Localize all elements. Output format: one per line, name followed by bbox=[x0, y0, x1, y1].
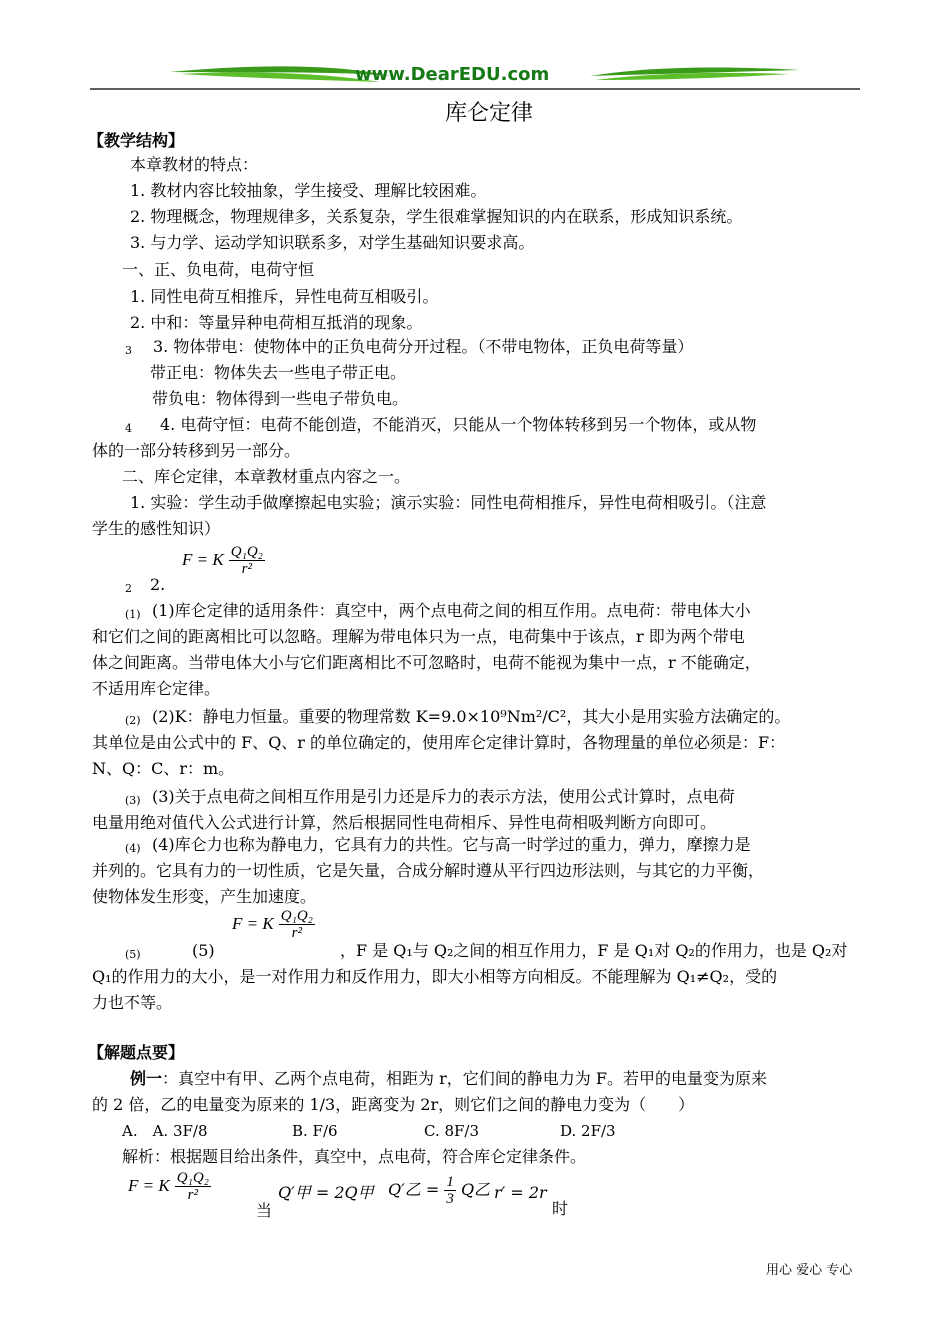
formula-lhs: F = K bbox=[182, 550, 224, 569]
section-heading: 【解题点要】 bbox=[88, 1043, 185, 1062]
formula-lhs: F = K bbox=[128, 1176, 170, 1195]
text-line: 1. 同性电荷互相推斥，异性电荷互相吸引。 bbox=[130, 287, 439, 306]
text-line: 2. 中和：等量异种电荷相互抵消的现象。 bbox=[130, 313, 423, 332]
example-label: 例一 bbox=[130, 1069, 163, 1088]
list-number: (4) bbox=[125, 842, 141, 855]
formula-denominator: r² bbox=[241, 561, 253, 577]
condition-q1: Q′甲 = 2Q甲 bbox=[278, 1183, 374, 1202]
option-c: C. 8F/3 bbox=[424, 1122, 480, 1140]
condition-q2-lhs: Q′乙 = bbox=[388, 1180, 440, 1199]
text-line: 其单位是由公式中的 F、Q、r 的单位确定的，使用库仑定律计算时，各物理量的单位必须是：F： bbox=[92, 733, 786, 752]
text-line: 一、正、负电荷，电荷守恒 bbox=[122, 260, 315, 279]
text-line: 不适用库仑定律。 bbox=[92, 679, 221, 698]
text-line: 带正电：物体失去一些电子带正电。 bbox=[150, 363, 407, 382]
text-line: (4)库仑力也称为静电力，它具有力的共性。它与高一时学过的重力，弹力，摩擦力是 bbox=[152, 835, 751, 854]
text-line: 本章教材的特点： bbox=[130, 155, 259, 174]
coulomb-formula bbox=[182, 544, 265, 577]
text-line: 2. bbox=[150, 575, 166, 594]
text-line: 1. 教材内容比较抽象，学生接受、理解比较困难。 bbox=[130, 181, 487, 200]
text-line: 力也不等。 bbox=[92, 993, 173, 1012]
text-line: 电量用绝对值代入公式进行计算，然后根据同性电荷相斥、异性电荷相吸判断方向即可。 bbox=[92, 813, 717, 832]
text-line: N、Q：C、r：m。 bbox=[92, 759, 235, 778]
page-footer: 用心 爱心 专心 bbox=[766, 1263, 853, 1278]
fraction-denominator: 3 bbox=[446, 1191, 454, 1207]
fraction-numerator: 1 bbox=[446, 1174, 454, 1190]
text-line: 时 bbox=[552, 1199, 569, 1218]
formula-denominator: r² bbox=[187, 1187, 199, 1203]
list-number: (5) bbox=[125, 948, 141, 961]
text-line: (3)关于点电荷之间相互作用是引力还是斥力的表示方法，使用公式计算时，点电荷 bbox=[152, 787, 735, 806]
text-line: 3. 物体带电：使物体中的正负电荷分开过程。（不带电物体，正负电荷等量） bbox=[153, 337, 694, 356]
list-number: 3 bbox=[125, 344, 132, 357]
text-line: 学生的感性知识） bbox=[92, 519, 221, 538]
list-number: 2 bbox=[125, 582, 132, 595]
coulomb-formula bbox=[128, 1170, 211, 1203]
example-line bbox=[130, 1068, 767, 1090]
coulomb-formula bbox=[232, 908, 315, 941]
text-line: 2. 物理概念，物理规律多，关系复杂，学生很难掌握知识的内在联系，形成知识系统。 bbox=[130, 207, 743, 226]
text-line: 二、库仑定律，本章教材重点内容之一。 bbox=[122, 467, 411, 486]
formula-lhs: F = K bbox=[232, 914, 274, 933]
text-line: 3. 与力学、运动学知识联系多，对学生基础知识要求高。 bbox=[130, 233, 535, 252]
formula-numerator: Q₁Q₂ bbox=[280, 908, 313, 924]
option-d: D. 2F/3 bbox=[560, 1122, 616, 1140]
text-line: 并列的。它具有力的一切性质，它是矢量，合成分解时遵从平行四边形法则，与其它的力平衡， bbox=[92, 861, 765, 880]
header-logo-text: www.DearEDU.com bbox=[355, 64, 550, 85]
text-line: 和它们之间的距离相比可以忽略。理解为带电体只为一点，电荷集中于该点，r 即为两个带电 bbox=[92, 627, 745, 646]
text-line: ：真空中有甲、乙两个点电荷，相距为 r，它们间的静电力为 F。若甲的电量变为原来 bbox=[162, 1069, 767, 1088]
text-line: 解析：根据题目给出条件，真空中，点电荷，符合库仑定律条件。 bbox=[122, 1147, 587, 1166]
text-line: ，F 是 Q₁与 Q₂之间的相互作用力，F 是 Q₁对 Q₂的作用力，也是 Q₂对 bbox=[340, 941, 848, 960]
list-number: (1) bbox=[125, 608, 141, 621]
text-line: 带负电：物体得到一些电子带负电。 bbox=[152, 389, 409, 408]
formula-numerator: Q₁Q₂ bbox=[230, 544, 263, 560]
list-number: (3) bbox=[125, 794, 141, 807]
text-line: 使物体发生形变，产生加速度。 bbox=[92, 887, 317, 906]
text-line: 体的一部分转移到另一部分。 bbox=[92, 441, 301, 460]
formula-denominator: r² bbox=[291, 925, 303, 941]
text-line: 1. 实验：学生动手做摩擦起电实验；演示实验：同性电荷相推斥，异性电荷相吸引。（注意 bbox=[130, 493, 767, 512]
page-title: 库仑定律 bbox=[445, 101, 534, 126]
formula-numerator: Q₁Q₂ bbox=[176, 1170, 209, 1186]
text-line: (5) bbox=[192, 941, 215, 960]
condition-r: r′ = 2r bbox=[494, 1183, 547, 1202]
condition-q2 bbox=[388, 1174, 490, 1207]
option-b: B. F/6 bbox=[292, 1122, 338, 1140]
text-line: Q₁的作用力的大小，是一对作用力和反作用力，即大小相等方向相反。不能理解为 Q₁≠Q₂，受的 bbox=[92, 967, 778, 986]
text-line: (1)库仑定律的适用条件：真空中，两个点电荷之间的相互作用。点电荷：带电体大小 bbox=[152, 601, 751, 620]
text-line: 4. 电荷守恒：电荷不能创造，不能消灭，只能从一个物体转移到另一个物体，或从物 bbox=[160, 415, 757, 434]
text-line: 体之间距离。当带电体大小与它们距离相比不可忽略时，电荷不能视为集中一点，r 不能确定， bbox=[92, 653, 761, 672]
list-number: 4 bbox=[125, 422, 132, 435]
text-line: (2)K：静电力恒量。重要的物理常数 K=9.0×10⁹Nm²/C²，其大小是用实验方法确定的。 bbox=[152, 707, 791, 726]
text-line: 当 bbox=[256, 1201, 273, 1220]
list-number: (2) bbox=[125, 714, 141, 727]
text-line: 的 2 倍，乙的电量变为原来的 1/3，距离变为 2r，则它们之间的静电力变为（ ） bbox=[92, 1095, 695, 1114]
section-heading: 【教学结构】 bbox=[88, 131, 185, 150]
option-a: A. A. 3F/8 bbox=[122, 1122, 208, 1140]
condition-q2-rhs: Q乙 bbox=[460, 1180, 491, 1199]
